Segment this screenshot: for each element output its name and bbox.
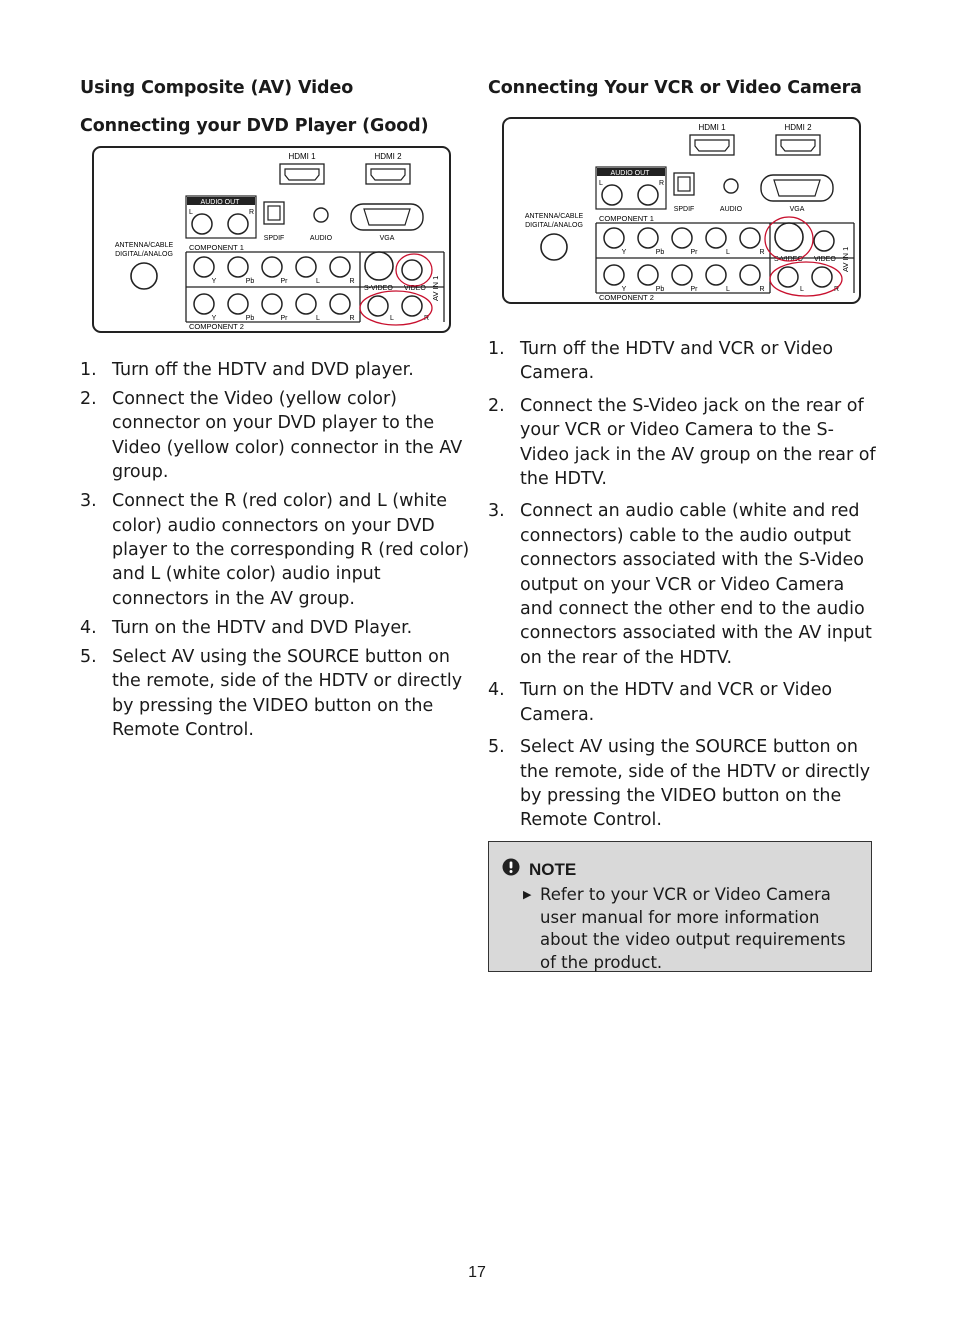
label-hdmi1: HDMI 1 <box>698 123 726 132</box>
step-number: 2. <box>80 389 97 409</box>
page-number: 17 <box>468 1264 486 1281</box>
list-item <box>488 394 878 492</box>
note-box <box>488 841 872 972</box>
label-l: L <box>316 278 320 285</box>
step-number: 5. <box>80 646 97 667</box>
list-item <box>80 489 470 611</box>
label-y: Y <box>211 278 217 285</box>
step-text: Turn on the HDTV and VCR or Video Camera. <box>520 680 833 725</box>
label-digital-analog: DIGITAL/ANALOG <box>115 251 173 258</box>
label-pr: Pr <box>280 315 288 322</box>
step-number: 5. <box>488 737 505 758</box>
step-number: 2. <box>488 395 505 416</box>
label-y: Y <box>621 286 627 293</box>
list-item <box>488 678 878 727</box>
list-item <box>488 735 878 833</box>
label-l: L <box>189 209 193 216</box>
label-l: L <box>316 315 320 322</box>
label-hdmi1: HDMI 1 <box>288 152 316 161</box>
step-number: 4. <box>80 617 97 638</box>
note-text: Refer to your VCR or Video Camera user manual for more information about the video output requirements of the product. <box>540 885 846 972</box>
label-r: R <box>424 315 430 322</box>
label-r: R <box>834 286 840 293</box>
label-av-in: AV IN 1 <box>431 275 440 301</box>
label-svideo: S-VIDEO <box>364 285 393 292</box>
label-hdmi2: HDMI 2 <box>784 123 812 132</box>
label-vga: VGA <box>789 206 805 213</box>
label-antenna: ANTENNA/CABLE <box>524 213 584 220</box>
label-r: R <box>349 315 355 322</box>
label-l: L <box>726 249 730 256</box>
list-item <box>488 499 878 670</box>
label-spdif: SPDIF <box>263 235 285 242</box>
note-title: NOTE <box>529 860 577 879</box>
list-item <box>80 358 470 382</box>
step-text: Connect an audio cable (white and red connectors) cable to the audio output connectors associated with the S-Video output on your VCR or Video Camera and connect the other end to the audio connectors associated with the AV input on the rear of the HDTV. <box>520 501 872 668</box>
label-pb: Pb <box>655 286 665 293</box>
label-spdif: SPDIF <box>673 206 695 213</box>
label-antenna: ANTENNA/CABLE <box>114 242 174 249</box>
step-text: Turn off the HDTV and VCR or Video Camera. <box>520 339 834 384</box>
label-pr: Pr <box>280 278 288 285</box>
label-component1: COMPONENT 1 <box>599 214 654 223</box>
vcr-steps-list <box>488 337 878 837</box>
step-number: 1. <box>488 339 505 359</box>
label-svideo: S-VIDEO <box>774 256 803 263</box>
label-component2: COMPONENT 2 <box>189 322 244 331</box>
step-number: 4. <box>488 680 505 701</box>
section-heading: Connecting Your VCR or Video Camera <box>488 78 862 98</box>
label-component1: COMPONENT 1 <box>189 243 244 252</box>
label-l: L <box>599 180 603 187</box>
hdmi2-port <box>366 164 410 184</box>
label-component2: COMPONENT 2 <box>599 293 654 302</box>
rear-panel-diagram-vcr <box>502 117 862 305</box>
section-heading: Using Composite (AV) Video <box>80 78 354 98</box>
label-pb: Pb <box>245 315 255 322</box>
step-text: Connect the Video (yellow color) connector on your DVD player to the Video (yellow color) connector in the AV group. <box>112 389 463 483</box>
subsection-heading: Connecting your DVD Player (Good) <box>80 116 429 136</box>
list-item <box>488 337 878 386</box>
label-hdmi2: HDMI 2 <box>374 152 402 161</box>
step-number: 3. <box>488 501 505 522</box>
label-y: Y <box>211 315 217 322</box>
label-r: R <box>759 249 765 256</box>
label-l: L <box>390 315 394 322</box>
dvd-steps-list <box>80 358 470 747</box>
label-audio: AUDIO <box>719 206 743 213</box>
label-audio: AUDIO <box>309 235 333 242</box>
warning-icon <box>502 858 520 876</box>
rear-panel-diagram-dvd <box>92 146 452 334</box>
step-text: Connect the S-Video jack on the rear of your VCR or Video Camera to the S-Video jack in the AV group on the rear of the HDTV. <box>520 395 876 490</box>
step-number: 3. <box>80 491 97 512</box>
step-text: Turn on the HDTV and DVD Player. <box>112 617 413 638</box>
triangle-bullet-icon: ▶ <box>523 888 532 901</box>
list-item <box>80 645 470 743</box>
label-r: R <box>759 286 765 293</box>
list-item <box>80 616 470 640</box>
step-text: Select AV using the SOURCE button on the remote, side of the HDTV or directly by pressing the VIDEO button on the Remote Control. <box>520 737 871 831</box>
label-pr: Pr <box>690 286 698 293</box>
label-video: VIDEO <box>404 285 426 292</box>
label-vga: VGA <box>379 235 395 242</box>
label-r: R <box>659 180 665 187</box>
label-pb: Pb <box>655 249 665 256</box>
label-av-in: AV IN 1 <box>841 246 850 272</box>
step-number: 1. <box>80 360 97 380</box>
label-audio-out: AUDIO OUT <box>200 199 240 206</box>
label-pr: Pr <box>690 249 698 256</box>
label-l: L <box>800 286 804 293</box>
label-audio-out: AUDIO OUT <box>610 170 650 177</box>
hdmi1-port <box>280 164 324 184</box>
label-r: R <box>249 209 255 216</box>
label-video: VIDEO <box>814 256 836 263</box>
label-l: L <box>726 286 730 293</box>
step-text: Connect the R (red color) and L (white color) audio connectors on your DVD player to the corresponding R (red color) and L (white color) audio input connectors in the AV group. <box>112 491 470 609</box>
label-y: Y <box>621 249 627 256</box>
label-pb: Pb <box>245 278 255 285</box>
list-item <box>80 387 470 485</box>
label-digital-analog: DIGITAL/ANALOG <box>525 222 583 229</box>
step-text: Select AV using the SOURCE button on the remote, side of the HDTV or directly by pressing the VIDEO button on the Remote Control. <box>112 646 463 741</box>
label-r: R <box>349 278 355 285</box>
step-text: Turn off the HDTV and DVD player. <box>112 360 414 380</box>
